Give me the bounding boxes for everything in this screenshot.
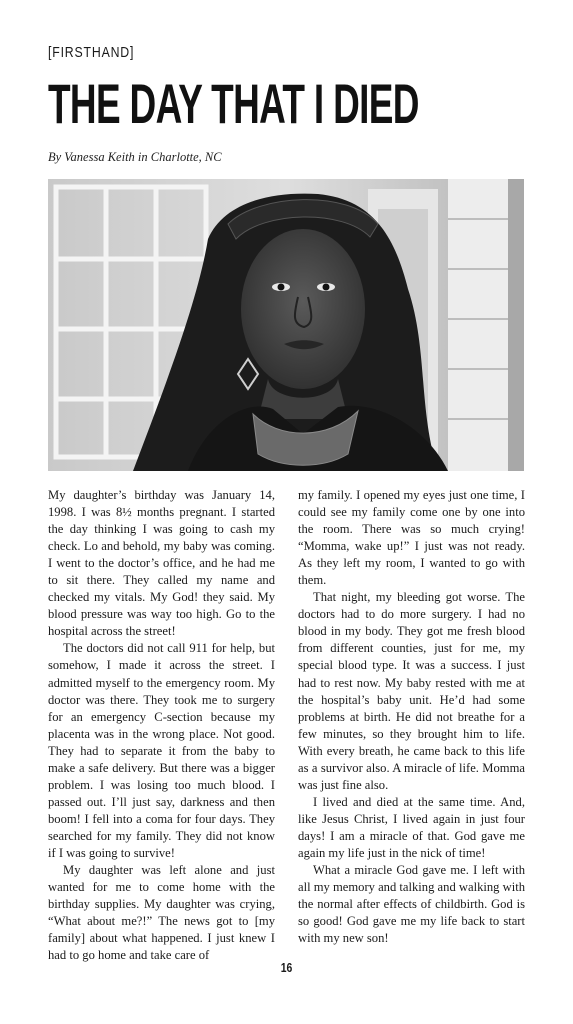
page-number: 16: [280, 960, 293, 975]
paragraph: What a miracle God gave me. I left with all my memory and talking and walking with the normal after effects of childbirth. God is so good! God gave me my life back to start with my new son!: [298, 863, 525, 946]
article-title: THE DAY THAT I DIED: [48, 72, 419, 135]
portrait-photo: [48, 179, 524, 471]
paragraph: That night, my bleeding got worse. The doctors had to do more surgery. I had no blood in my body. They got me fresh blood from different counties, just for me, my special blood type. It was a success. I just had to rest now. My baby rested with me at the hospital’s baby unit. He’d had some problems at birth. He did not breathe for a few minutes, so they brought him to life. With every breath, he came back to this life as a survivor also. A miracle of life. Momma was just fine also.: [298, 590, 525, 792]
body-column-right: [298, 487, 525, 947]
paragraph: My daughter was left alone and just wanted for me to come home with the birthday supplies. My daughter was crying, “What about me?!” The news got to [my family] about what happened. I just knew I had to go home and take care of: [48, 863, 275, 963]
face: [241, 229, 365, 389]
paragraph: I lived and died at the same time. And, like Jesus Christ, I lived again in just four days! I am a miracle of that. God gave me again my life just in the nick of time!: [298, 794, 525, 860]
paragraph: My daughter’s birthday was January 14, 1998. I was 8½ months pregnant. I started the day thinking I was going to cash my check. Lo and behold, my baby was coming. I went to the doctor’s office, and he had me to sit there. They called my name and checked my vitals. My God! they said. My blood pressure was way too high. Go to the hospital across the street!: [48, 488, 275, 639]
paragraph: The doctors did not call 911 for help, but somehow, I made it across the street. I admitted myself to the emergency room. My doctor was there. They took me to surgery for an emergency C-section because my placenta was in the wrong place. Not good. They had to separate it from the baby to make a safe delivery. But there was a bigger problem. I was losing too much blood. I passed out. I’ll just say, darkness and then boom! I fell into a coma for four days. They searched for my family. They did not know if I was going to survive!: [48, 641, 275, 860]
paragraph: my family. I opened my eyes just one time, I could see my family come one by one into the room. There was so much crying! “Momma, wake up!” I just was not ready. As they left my room, I wanted to go with them.: [298, 488, 525, 588]
section-kicker: [FIRSTHAND]: [48, 44, 135, 61]
portrait-illustration: [48, 179, 524, 471]
article-byline: By Vanessa Keith in Charlotte, NC: [48, 150, 222, 164]
body-column-left: [48, 487, 275, 964]
